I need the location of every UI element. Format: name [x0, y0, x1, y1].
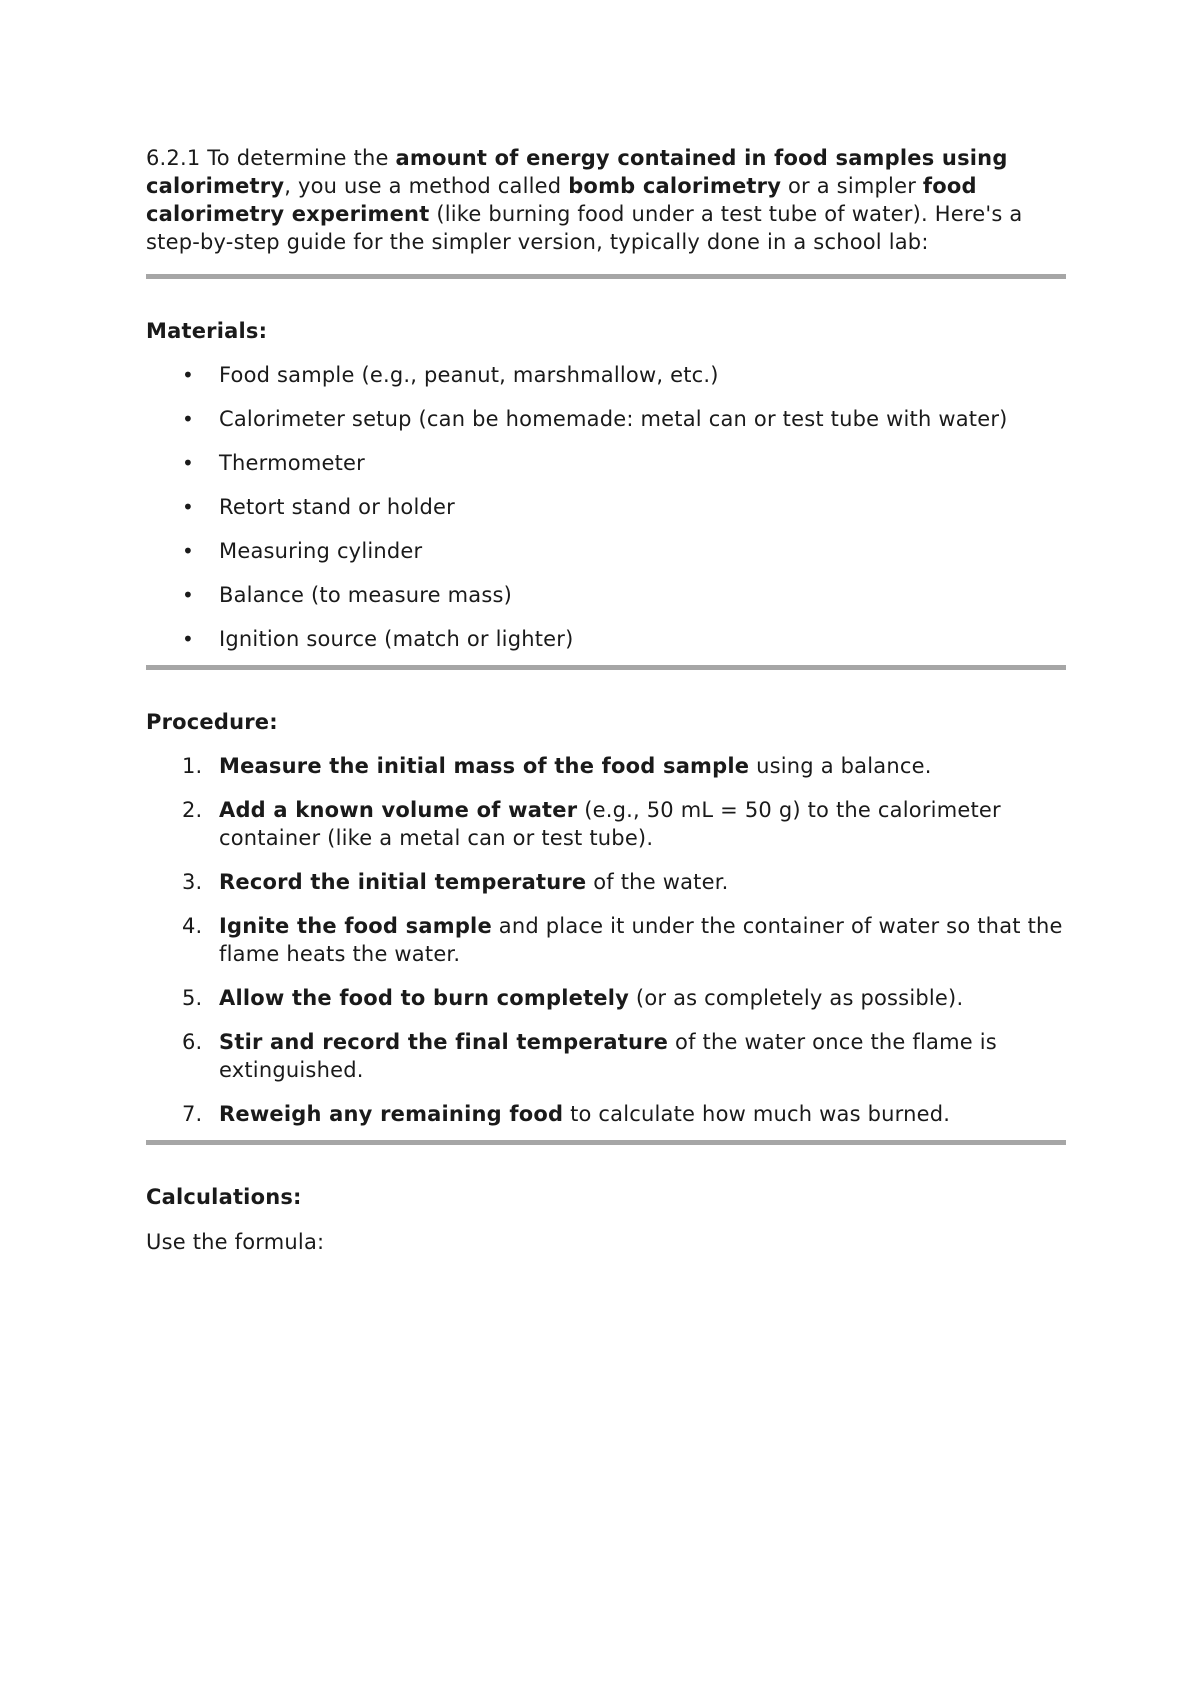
bullet-icon: • — [182, 539, 194, 563]
divider — [146, 1140, 1066, 1145]
step-text: (or as completely as possible). — [629, 986, 964, 1010]
step-text: to calculate how much was burned. — [563, 1102, 951, 1126]
step-bold-text: Add a known volume of water — [219, 798, 578, 822]
material-text: Food sample (e.g., peanut, marshmallow, etc.) — [219, 363, 719, 387]
intro-mid-1: , you use a method called — [284, 174, 569, 198]
step-number: 5. — [182, 986, 203, 1010]
document-content — [146, 144, 1066, 1256]
step-number: 3. — [182, 870, 203, 894]
intro-suffix: (like burning food under a test tube of water). Here's a step-by-step guide for the simpler version, typically done in a school lab: — [146, 202, 1023, 254]
list-item — [146, 581, 1066, 609]
procedure-step — [146, 912, 1066, 968]
step-bold-text: Record the initial temperature — [219, 870, 587, 894]
step-number: 4. — [182, 914, 203, 938]
procedure-step — [146, 1100, 1066, 1128]
step-text: and place it under the container of water so that the flame heats the water. — [219, 914, 1063, 966]
intro-paragraph — [146, 144, 1066, 256]
step-number: 1. — [182, 754, 203, 778]
procedure-step — [146, 796, 1066, 852]
list-item — [146, 625, 1066, 653]
calculations-text: Use the formula: — [146, 1230, 325, 1254]
calculations-heading: Calculations: — [146, 1185, 302, 1209]
intro-bold-energy: amount of energy contained in food samples using calorimetry — [146, 146, 1008, 198]
bullet-icon: • — [182, 451, 194, 475]
material-text: Balance (to measure mass) — [219, 583, 513, 607]
step-bold-text: Ignite the food sample — [219, 914, 492, 938]
bullet-icon: • — [182, 363, 194, 387]
intro-mid-2: or a simpler — [781, 174, 923, 198]
materials-heading: Materials: — [146, 319, 268, 343]
step-text: of the water once the flame is extinguished. — [219, 1030, 997, 1082]
material-text: Measuring cylinder — [219, 539, 423, 563]
step-number: 2. — [182, 798, 203, 822]
list-item — [146, 493, 1066, 521]
procedure-heading: Procedure: — [146, 710, 278, 734]
bullet-icon: • — [182, 495, 194, 519]
material-text: Calorimeter setup (can be homemade: metal can or test tube with water) — [219, 407, 1008, 431]
material-text: Retort stand or holder — [219, 495, 455, 519]
material-text: Ignition source (match or lighter) — [219, 627, 574, 651]
step-text: of the water. — [586, 870, 729, 894]
step-text: using a balance. — [749, 754, 932, 778]
step-bold-text: Allow the food to burn completely — [219, 986, 630, 1010]
step-bold-text: Measure the initial mass of the food sample — [219, 754, 750, 778]
step-bold-text: Reweigh any remaining food — [219, 1102, 564, 1126]
procedure-step — [146, 868, 1066, 896]
divider — [146, 665, 1066, 670]
list-item — [146, 361, 1066, 389]
intro-bold-food-exp: food calorimetry experiment — [146, 174, 977, 226]
bullet-icon: • — [182, 583, 194, 607]
bullet-icon: • — [182, 407, 194, 431]
procedure-step — [146, 1028, 1066, 1084]
step-bold-text: Stir and record the final temperature — [219, 1030, 669, 1054]
list-item — [146, 449, 1066, 477]
divider — [146, 274, 1066, 279]
step-text: (e.g., 50 mL = 50 g) to the calorimeter container (like a metal can or test tube). — [219, 798, 1001, 850]
step-number: 6. — [182, 1030, 203, 1054]
intro-bold-bomb: bomb calorimetry — [568, 174, 782, 198]
procedure-step — [146, 984, 1066, 1012]
intro-prefix: 6.2.1 To determine the — [146, 146, 396, 170]
materials-list — [146, 361, 1066, 653]
procedure-step — [146, 752, 1066, 780]
material-text: Thermometer — [219, 451, 365, 475]
bullet-icon: • — [182, 627, 194, 651]
list-item — [146, 537, 1066, 565]
list-item — [146, 405, 1066, 433]
procedure-list — [146, 752, 1066, 1128]
step-number: 7. — [182, 1102, 203, 1126]
